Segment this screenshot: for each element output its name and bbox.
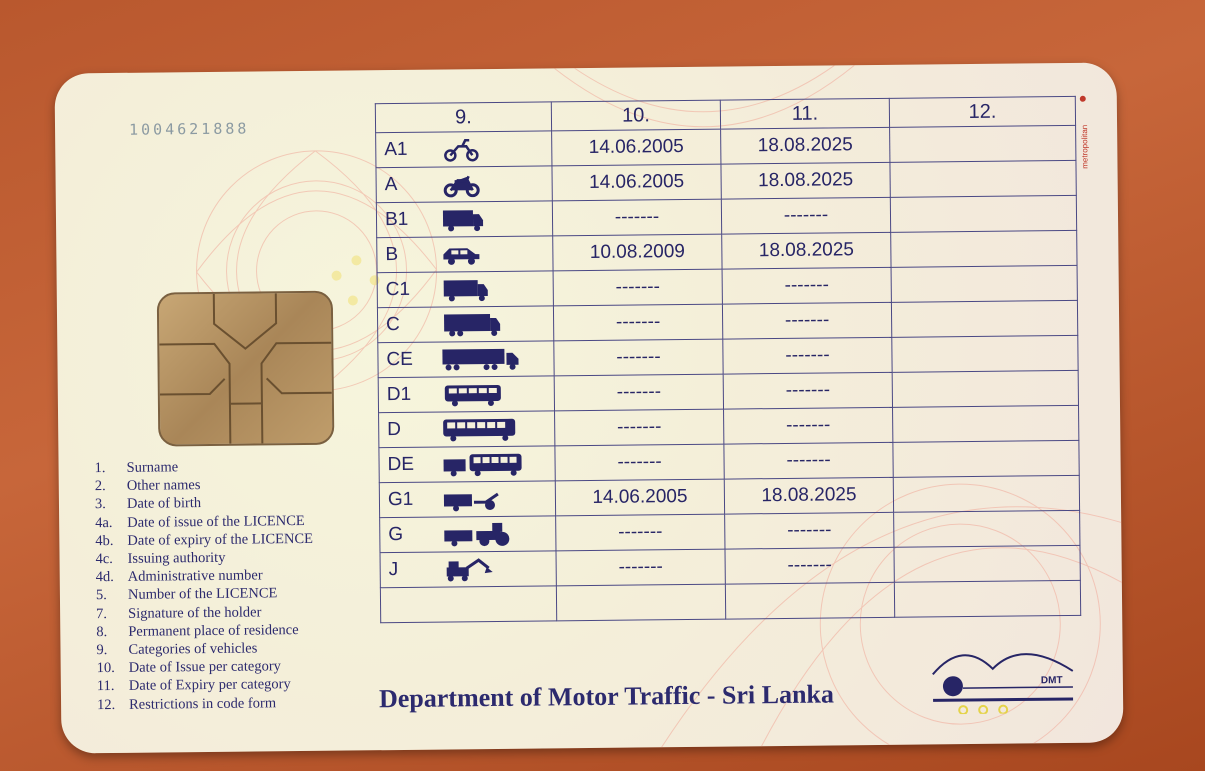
category-cell — [376, 166, 552, 203]
legend-number: 12. — [96, 696, 116, 713]
legend-item — [96, 603, 314, 623]
category-cell — [376, 131, 552, 168]
legend-number: 11. — [96, 678, 115, 695]
issue-date-cell: 14.06.2005 — [552, 164, 721, 201]
category-cell — [377, 271, 553, 308]
legend-text: Date of Issue per category — [128, 658, 281, 677]
category-cell — [380, 516, 556, 553]
legend-item — [97, 694, 315, 714]
category-code: D1 — [386, 383, 412, 406]
legend-number: 8. — [96, 623, 108, 640]
expiry-date-cell: ------- — [725, 547, 894, 584]
issue-date-cell: ------- — [555, 444, 724, 481]
minibus-icon — [435, 381, 525, 408]
restriction-cell — [893, 440, 1079, 477]
header-categories: 9. — [375, 102, 551, 133]
legend-item — [95, 548, 313, 568]
issue-date-cell: 14.06.2005 — [555, 479, 724, 516]
legend-text: Date of birth — [126, 495, 202, 513]
legend-text: Restrictions in code form — [128, 694, 277, 713]
vehicle-category-table — [375, 96, 1081, 623]
category-code: G1 — [387, 488, 414, 511]
legend-text: Date of issue of the LICENCE — [127, 512, 305, 531]
category-row — [380, 580, 1080, 622]
legend-number: 5. — [95, 587, 107, 604]
restriction-cell — [891, 265, 1077, 302]
legend-item — [95, 512, 313, 532]
legend-item — [96, 621, 314, 641]
legend-number: 1. — [94, 460, 106, 477]
legend-item — [97, 657, 315, 677]
category-cell — [378, 341, 554, 378]
issue-date-cell: ------- — [554, 339, 723, 376]
category-cell — [379, 481, 555, 518]
expiry-date-cell: ------- — [721, 197, 890, 234]
expiry-date-cell: ------- — [725, 512, 894, 549]
legend-item — [96, 566, 314, 586]
restriction-cell — [891, 300, 1077, 337]
expiry-date-cell: 18.08.2025 — [722, 232, 891, 269]
legend-text: Issuing authority — [127, 549, 226, 567]
bus-trailer-icon — [435, 451, 525, 478]
expiry-date-cell: ------- — [723, 372, 892, 409]
legend-number: 4d. — [95, 569, 114, 586]
category-code: G — [388, 523, 404, 546]
category-cell — [380, 586, 556, 623]
issue-date-cell: 10.08.2009 — [553, 234, 722, 271]
category-cell — [380, 551, 556, 588]
category-code: A1 — [384, 138, 408, 161]
brand-mark — [1073, 91, 1094, 171]
issue-date-cell: ------- — [552, 199, 721, 236]
excavator-icon — [437, 556, 527, 583]
category-cell — [376, 201, 552, 238]
truck-icon — [434, 311, 524, 338]
issue-date-cell: ------- — [556, 514, 725, 551]
issue-date-cell: ------- — [553, 304, 722, 341]
category-cell — [377, 236, 553, 273]
tractor-icon — [436, 521, 526, 548]
legend-item — [95, 530, 313, 550]
restriction-cell — [894, 580, 1080, 617]
category-code — [381, 605, 437, 606]
category-code: CE — [386, 348, 413, 371]
smart-chip-icon — [157, 291, 335, 447]
restriction-cell — [893, 475, 1079, 512]
header-restrictions: 12. — [889, 96, 1075, 127]
issue-date-cell: 14.06.2005 — [552, 129, 721, 166]
restriction-cell — [890, 125, 1076, 162]
motorcycle-icon — [433, 171, 523, 198]
legend-text: Date of expiry of the LICENCE — [127, 530, 314, 549]
issuing-department: Department of Motor Traffic - Sri Lanka — [378, 679, 835, 714]
category-cell — [379, 446, 555, 483]
issue-date-cell — [556, 584, 725, 621]
legend-text: Permanent place of residence — [128, 621, 299, 640]
legend-number: 3. — [94, 496, 106, 513]
issue-date-cell: ------- — [554, 374, 723, 411]
car-icon — [433, 241, 523, 268]
restriction-cell — [890, 195, 1076, 232]
expiry-date-cell: 18.08.2025 — [724, 477, 893, 514]
issue-date-cell: ------- — [555, 409, 724, 446]
header-expiry-date: 11. — [720, 98, 889, 129]
legend-item — [95, 457, 313, 477]
issue-date-cell: ------- — [556, 549, 725, 586]
category-code: J — [388, 559, 399, 581]
legend-number: 7. — [96, 605, 108, 622]
legend-number: 9. — [96, 642, 108, 659]
legend-item — [95, 493, 313, 513]
restriction-cell — [891, 230, 1077, 267]
restriction-cell — [894, 510, 1080, 547]
category-code: C — [386, 313, 400, 336]
legend-text: Number of the LICENCE — [127, 585, 278, 604]
legend-number: 4a. — [95, 514, 113, 531]
bus-icon — [435, 416, 525, 443]
category-code: A — [384, 173, 398, 196]
category-code: D — [387, 418, 402, 441]
legend-text: Surname — [126, 459, 179, 476]
issue-date-cell: ------- — [553, 269, 722, 306]
legend-text: Administrative number — [127, 567, 263, 586]
restriction-cell — [894, 545, 1080, 582]
restriction-cell — [890, 160, 1076, 197]
category-code: B — [385, 243, 399, 266]
hand-tractor-icon — [436, 486, 526, 513]
van-icon — [433, 206, 523, 233]
legend-text: Signature of the holder — [128, 604, 262, 622]
category-code: C1 — [385, 278, 411, 301]
legend-number: 2. — [94, 478, 106, 495]
expiry-date-cell — [725, 582, 894, 619]
serial-number: 1004621888 — [128, 119, 250, 139]
category-cell — [379, 411, 555, 448]
legend-item — [97, 675, 315, 695]
restriction-cell — [892, 335, 1078, 372]
category-code: DE — [387, 453, 415, 476]
expiry-date-cell: ------- — [724, 407, 893, 444]
dmt-logo-icon — [922, 643, 1083, 715]
category-code: B1 — [384, 208, 409, 231]
legend-item — [95, 475, 313, 495]
header-issue-date: 10. — [551, 100, 720, 131]
legend-text: Other names — [126, 477, 201, 495]
expiry-date-cell: ------- — [722, 302, 891, 339]
expiry-date-cell: ------- — [723, 337, 892, 374]
legend-text: Categories of vehicles — [128, 640, 258, 658]
legend-text: Date of Expiry per category — [128, 676, 291, 695]
expiry-date-cell: ------- — [724, 442, 893, 479]
moped-icon — [432, 136, 522, 163]
legend-item — [96, 584, 314, 604]
category-cell — [377, 306, 553, 343]
brand-text: metropolitan — [1080, 124, 1090, 169]
light-truck-icon — [434, 276, 524, 303]
restriction-cell — [892, 370, 1078, 407]
expiry-date-cell: ------- — [722, 267, 891, 304]
driving-licence-card — [54, 62, 1123, 753]
expiry-date-cell: 18.08.2025 — [721, 162, 890, 199]
legend-number: 4c. — [95, 551, 113, 568]
legend-number: 10. — [96, 660, 115, 677]
category-cell — [378, 376, 554, 413]
restriction-cell — [893, 405, 1079, 442]
expiry-date-cell: 18.08.2025 — [721, 127, 890, 164]
articulated-truck-icon — [434, 346, 524, 373]
field-legend — [95, 457, 315, 714]
legend-number: 4b. — [95, 532, 114, 549]
legend-item — [96, 639, 314, 659]
dmt-logo-text: DMT — [1040, 675, 1063, 687]
